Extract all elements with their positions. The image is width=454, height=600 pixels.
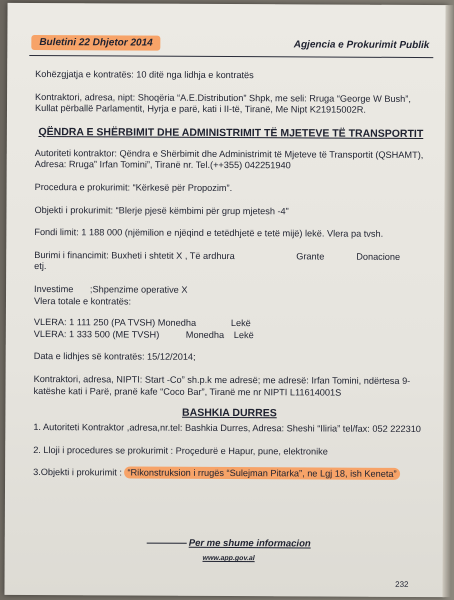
procurement-object: Objekti i prokurimit: “Blerje pjesë këmbimi për grup mjetesh -4” (34, 204, 289, 216)
bulletin-header (29, 33, 433, 58)
underline-lead (147, 543, 187, 544)
more-info (33, 537, 425, 551)
total-value-label: Vlera totale e kontratës: (33, 295, 132, 307)
website-link[interactable]: www.app.gov.al (202, 554, 255, 563)
section-title-durres: BASHKIA DURRES (182, 406, 277, 420)
durres-object (33, 467, 425, 481)
investment-label: Investime (34, 283, 74, 295)
agency-name: Agjencia e Prokurimit Publik (293, 39, 430, 52)
contracting-authority: Autoriteti kontraktor: Qëndra e Shërbimit dhe Administrimit të Mjeteve të Transportit (QSHAMT), Adresa: Rruga” Irfan Tomini”, Tiranë nr. Tel.(++355) 042251940 (34, 147, 424, 171)
page-number: 232 (395, 579, 409, 589)
value-with-vat: VLERA: 1 333 500 (ME TVSH) (33, 328, 160, 340)
document-body (33, 68, 427, 563)
contract-date: Data e lidhjes së kontratës: 15/12/2014; (33, 351, 196, 363)
currency-lek-1: Lekë (230, 318, 251, 329)
contractor-address: Kontraktori, adresa, nipt: Shoqëria “A.E.Distribution” Shpk, me seli: Rruga “George W Bush”, Kullat përballë Parlamentit, Hyrja e parë, kati i II-të, Tiranë, Me Nipt K21915002R. (34, 91, 411, 115)
more-info-text: Per me shume informacion (188, 537, 311, 550)
bulletin-date: Buletini 22 Dhjetor 2014 (31, 35, 160, 51)
financing-source (34, 250, 426, 275)
value-lines (34, 317, 426, 342)
procurement-procedure: Procedura e prokurimit: “Kërkesë për Propozim”. (34, 181, 233, 193)
operative-expenses: ;Shpenzime operative X (89, 284, 188, 295)
section-title-qshamt: QËNDRA E SHËRBIMIT DHE ADMINISTRIMIT TË MJETEVE TË TRANSPORTIT (38, 125, 424, 140)
value-no-vat: VLERA: 1 111 250 (PA TVSH) Monedha (33, 317, 197, 328)
contractor-nipt: Kontraktori, adresa, NIPTI: Start -Co” sh.p.k me adresë; me adresë: Irfan Tomini, ndërtesa 9-katëshe kati i Parë, pranë kafe “Coco Bar”, Tiranë me nr NIPTI L11614001S (33, 373, 411, 398)
contract-value-block (34, 284, 426, 309)
durres-object-label: 3.Objekti i prokurimit : (33, 467, 125, 478)
durres-authority: 1. Autoriteti Kontraktor ,adresa,nr.tel: Bashkia Durres, Adresa: Sheshi “Iliria” tel/fax: 052 222310 (33, 422, 421, 435)
financing-text: Burimi i financimit: Buxheti i shtetit X , Të ardhura (34, 249, 235, 261)
durres-object-highlight: “Rikonstruksion i rrugës “Sulejman Pitarka”, ne Lgj 18, ish Keneta” (124, 467, 399, 480)
document-page (4, 3, 447, 597)
currency-label-2: Monedha (185, 329, 225, 340)
durres-procedure: 2. Lloji i procedures se prokurimit : Proçedurë e Hapur, pune, elektronike (33, 444, 328, 457)
fund-limit: Fondi limit: 1 188 000 (njëmilion e njëqind e tetëdhjetë e tetë mijë) lekë. Vlera pa tvsh. (34, 227, 384, 239)
financing-donations: Donacione (356, 251, 401, 262)
financing-etc: etj. (34, 261, 47, 272)
contract-duration: Kohëzgjatja e kontratës: 10 ditë nga lidhja e kontratës (35, 68, 254, 81)
currency-lek-2: Lekë (233, 329, 254, 340)
financing-grants: Grante (296, 251, 325, 262)
